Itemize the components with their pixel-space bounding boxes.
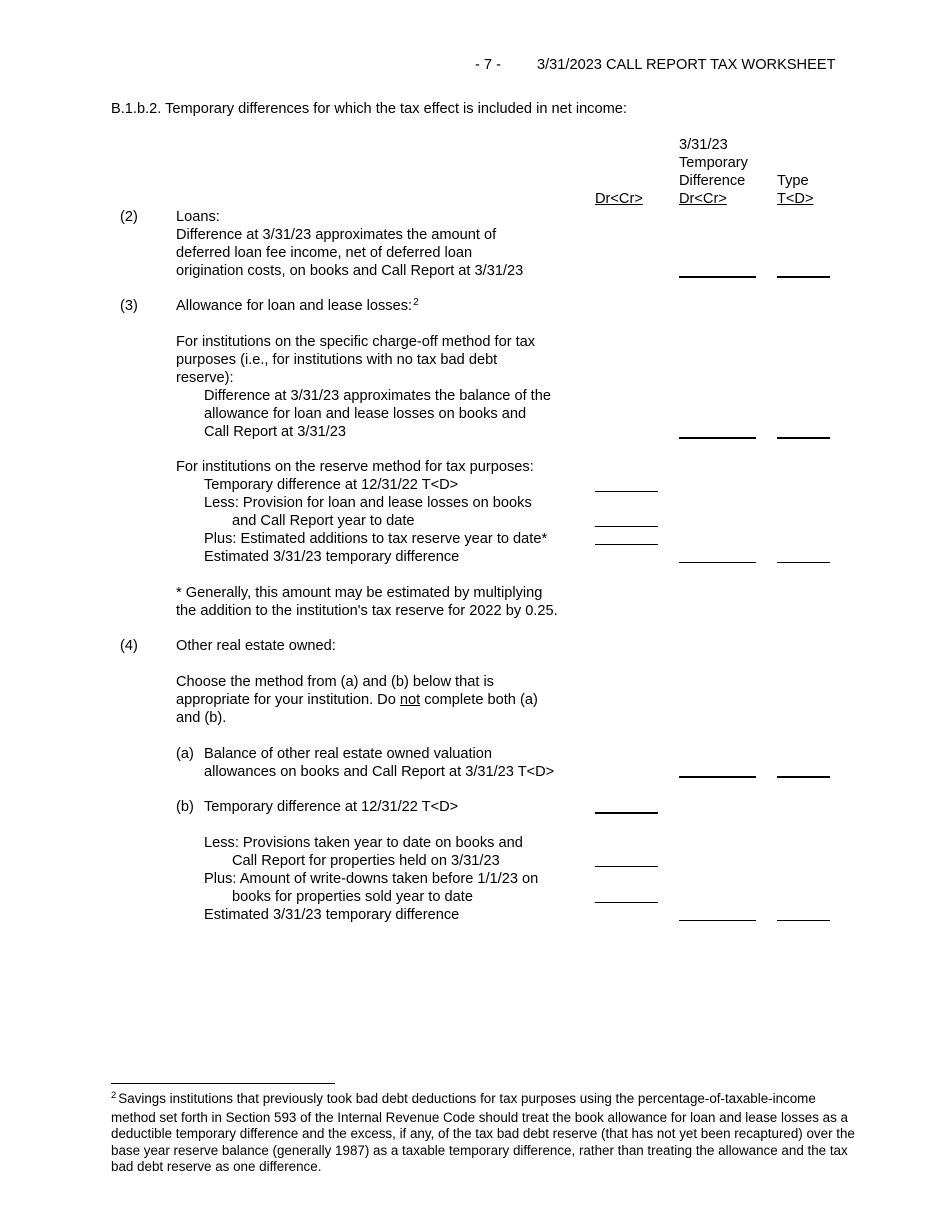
footnote-text: Savings institutions that previously took bad debt deductions for tax purposes using the percentage-of-taxable-income method set forth in Section 593 of the Internal Revenue Code should treat the book allowance for loan and lease losses as a deductible temporary difference and the excess, if any, of the tax bad debt reserve (that has not yet been recaptured) over the base year reserve balance (generally 1987) as a taxable temporary difference, rather than treating the allowance and the tax bad debt reserve as one difference. [111,1091,855,1174]
reserve-intro: For institutions on the reserve method for tax purposes: [176,459,534,475]
temp-difference-blank[interactable] [679,776,756,778]
specific-text-line: reserve): [176,370,234,386]
footnote-marker: 2 [111,1090,117,1101]
col-temp-header-2: Temporary [679,155,748,171]
col-type-header-1: Type [777,173,809,189]
choose-text-line: Choose the method from (a) and (b) below that is [176,674,494,690]
item-number: (3) [120,298,138,314]
option-b-less-line: Less: Provisions taken year to date on books and [204,835,523,851]
reserve-less-line: Less: Provision for loan and lease losses on books [204,495,532,511]
reserve-note-line: * Generally, this amount may be estimated by multiplying [176,585,543,601]
drcr-blank[interactable] [595,812,658,814]
drcr-blank[interactable] [595,526,658,527]
item-title: Allowance for loan and lease losses: [176,298,413,314]
reserve-less-line: and Call Report year to date [232,513,415,529]
footnote-rule [111,1083,335,1084]
reserve-plus-line: Plus: Estimated additions to tax reserve year to date* [204,531,548,547]
option-b-less-line: Call Report for properties held on 3/31/23 [232,853,500,869]
specific-text-line: For institutions on the specific charge-off method for tax [176,334,536,350]
type-blank[interactable] [777,562,830,563]
item-text-line: origination costs, on books and Call Report at 3/31/23 [176,263,524,279]
specific-detail-line: Difference at 3/31/23 approximates the balance of the [204,388,551,404]
drcr-blank[interactable] [595,544,658,545]
page-header-title: 3/31/2023 CALL REPORT TAX WORKSHEET [537,57,836,73]
section-heading: B.1.b.2. Temporary differences for which the tax effect is included in net income: [111,101,627,117]
choose-text-line: appropriate for your institution. Do not complete both (a) [176,692,538,708]
item-number: (2) [120,209,138,225]
option-a-line: allowances on books and Call Report at 3/31/23 T<D> [204,764,555,780]
option-a-line: Balance of other real estate owned valuation [204,746,493,762]
option-b-plus-line: books for properties sold year to date [232,889,473,905]
option-b-label: (b) [176,799,194,815]
reserve-note-line: the addition to the institution's tax reserve for 2022 by 0.25. [176,603,558,619]
type-blank[interactable] [777,920,830,921]
choose-text-line: and (b). [176,710,227,726]
item-title: Loans: [176,209,220,225]
option-a-label: (a) [176,746,194,762]
temp-difference-blank[interactable] [679,920,756,921]
option-b-line: Temporary difference at 12/31/22 T<D> [204,799,459,815]
footnote [111,1091,856,1176]
type-blank[interactable] [777,776,830,778]
item-title: Other real estate owned: [176,638,336,654]
type-blank[interactable] [777,276,830,278]
drcr-blank[interactable] [595,866,658,867]
item-number: (4) [120,638,138,654]
reserve-estimated-line: Estimated 3/31/23 temporary difference [204,549,460,565]
col-drcr-header: Dr<Cr> [595,191,643,207]
temp-difference-blank[interactable] [679,437,756,439]
option-b-estimated-line: Estimated 3/31/23 temporary difference [204,907,460,923]
col-temp-header-1: 3/31/23 [679,137,728,153]
item-title-row [176,297,419,317]
emphasis-not: not [399,692,421,708]
page-number: - 7 - [475,57,501,73]
reserve-temp-difference: Temporary difference at 12/31/22 T<D> [204,477,459,493]
item-text-line: deferred loan fee income, net of deferred loan [176,245,473,261]
temp-difference-blank[interactable] [679,276,756,278]
specific-detail-line: allowance for loan and lease losses on books and [204,406,527,422]
drcr-blank[interactable] [595,491,658,492]
type-blank[interactable] [777,437,830,439]
temp-difference-blank[interactable] [679,562,756,563]
drcr-blank[interactable] [595,902,658,903]
item-text-line: Difference at 3/31/23 approximates the amount of [176,227,497,243]
option-b-plus-line: Plus: Amount of write-downs taken before 1/1/23 on [204,871,539,887]
col-temp-header-3: Difference [679,173,746,189]
specific-text-line: purposes (i.e., for institutions with no tax bad debt [176,352,498,368]
col-temp-header-4: Dr<Cr> [679,191,727,207]
specific-detail-line: Call Report at 3/31/23 [204,424,346,440]
footnote-ref: 2 [413,297,419,308]
col-type-header-2: T<D> [777,191,814,207]
